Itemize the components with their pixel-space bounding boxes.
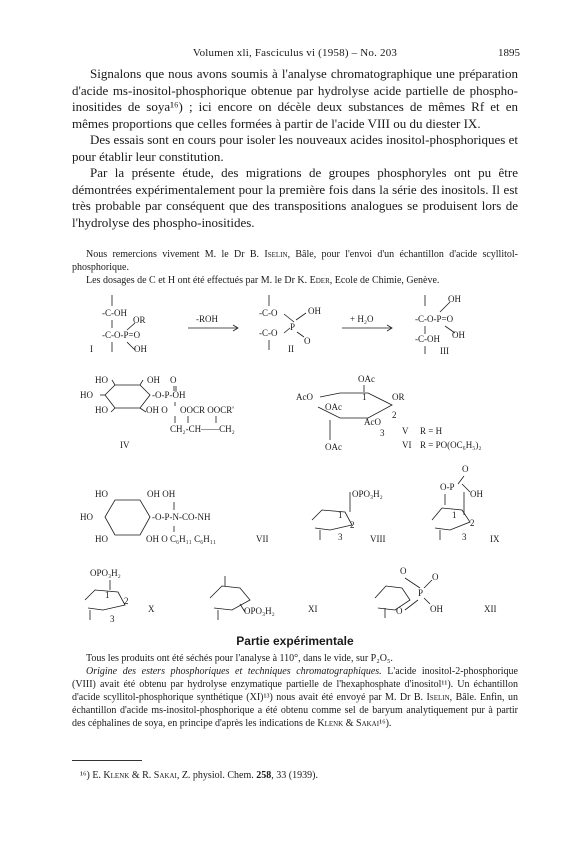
svg-text:O: O xyxy=(170,375,177,385)
label-X: X xyxy=(148,604,155,614)
label-VII: VII xyxy=(256,534,269,544)
footnote-rule xyxy=(72,760,142,761)
svg-text:HO: HO xyxy=(95,405,108,415)
structure-IV xyxy=(80,375,235,450)
def-VI: R = PO(OC₆H₅)₂ xyxy=(420,440,482,450)
svg-text:OH: OH xyxy=(470,489,483,499)
svg-text:1: 1 xyxy=(105,590,110,600)
structure-XII xyxy=(375,566,497,618)
structure-V-VI xyxy=(296,374,482,452)
structure-II xyxy=(259,295,321,354)
svg-text:OR: OR xyxy=(392,392,405,402)
svg-text:OH: OH xyxy=(134,344,147,354)
svg-text:CH₂-CH——CH₂: CH₂-CH——CH₂ xyxy=(170,424,235,434)
section-title: Partie expérimentale xyxy=(236,634,354,648)
label-I: I xyxy=(90,344,93,354)
svg-text:OAc: OAc xyxy=(358,374,375,384)
experimental-paragraph-2: Origine des esters phosphoriques et techniques chromatographiques. L'acide inositol-2-phosphorique (VIII) avait été obtenu par hydrolyse enzymatique partielle de l'hexaphosphate d'inositol¹¹). Un échantillon d'acide scyllitol-phosphorique synthétique (XI)¹³) nous avait été envoyé par M. Dr B. Iselin, Bâle. Enfin, un échantillon d'acide ms-inositol-phosphorique a été obtenu comme sel de baryum analytiquement pur à partir des céphalines de soya, en principe d'après les indications de Klenk & Sakai¹⁶). xyxy=(72,666,518,729)
svg-text:OH O C₆H₁₁ C₆H₁₁: OH O C₆H₁₁ C₆H₁₁ xyxy=(146,534,217,544)
svg-text:P: P xyxy=(418,588,424,598)
label-IV: IV xyxy=(120,440,130,450)
svg-text:HO: HO xyxy=(95,489,108,499)
svg-text:-C-OH: -C-OH xyxy=(102,308,127,318)
experimental-text xyxy=(72,652,518,730)
svg-text:OH OH: OH OH xyxy=(147,489,176,499)
svg-text:3: 3 xyxy=(110,614,115,624)
structure-I xyxy=(90,295,147,354)
def-V: R = H xyxy=(420,426,443,436)
svg-text:O: O xyxy=(462,464,469,474)
label-XI: XI xyxy=(308,604,318,614)
svg-text:3: 3 xyxy=(380,428,385,438)
structure-XI xyxy=(210,576,318,620)
svg-text:-C-O-P=O: -C-O-P=O xyxy=(415,314,454,324)
svg-text:HO: HO xyxy=(95,375,108,385)
footnote: ¹⁶) E. Klenk & R. Sakai, Z. physiol. Chem. 258, 33 (1939). xyxy=(80,770,318,781)
svg-text:3: 3 xyxy=(338,532,343,542)
running-title: Volumen xli, Fasciculus vi (1958) – No. 203 xyxy=(192,47,398,59)
label-XII: XII xyxy=(484,604,497,614)
svg-text:HO: HO xyxy=(95,534,108,544)
acknowledgement-1: Nous remercions vivement M. le Dr B. Iselin, Bâle, pour l'envoi d'un échantillon d'acide scyllitol-phosphorique. xyxy=(72,249,518,273)
label-VI: VI xyxy=(402,440,412,450)
svg-text:OR: OR xyxy=(133,315,146,325)
svg-text:OH: OH xyxy=(430,604,443,614)
svg-text:1: 1 xyxy=(338,510,343,520)
svg-text:AcO: AcO xyxy=(296,392,313,402)
svg-text:AcO: AcO xyxy=(364,417,381,427)
svg-text:OH: OH xyxy=(448,294,461,304)
svg-text:O-P: O-P xyxy=(440,482,455,492)
svg-text:-C-O: -C-O xyxy=(259,328,278,338)
svg-text:O: O xyxy=(304,336,311,346)
acknowledgement-2: Les dosages de C et H ont été effectués par M. le Dr K. Eder, Ecole de Chimie, Genève. xyxy=(86,275,440,286)
label-III: III xyxy=(440,346,449,356)
svg-text:2: 2 xyxy=(470,518,475,528)
svg-text:1: 1 xyxy=(452,510,457,520)
svg-text:OH: OH xyxy=(452,330,465,340)
arrow-2 xyxy=(342,314,392,331)
arrow-1 xyxy=(188,314,238,331)
page-number: 1895 xyxy=(498,47,520,59)
paragraph-1: Signalons que nous avons soumis à l'analyse chromatographique une préparation d'acide ms-inositol-phosphorique obtenue par hydrolyse acide partielle de phospho-inositides de soya¹⁶) ; ici encore on décèle deux substances de mêmes Rf et en mêmes proportions que celles formées à partir de l'acide VIII ou du diester IX. xyxy=(72,66,518,131)
structure-III xyxy=(415,294,465,356)
label-IX: IX xyxy=(490,534,500,544)
svg-text:OPO₃H₂: OPO₃H₂ xyxy=(90,568,121,578)
label-V: V xyxy=(402,426,409,436)
svg-text:2: 2 xyxy=(124,596,129,606)
structure-X xyxy=(85,568,155,624)
svg-text:OH O: OH O xyxy=(146,405,168,415)
structure-VIII xyxy=(312,489,386,544)
label-VIII: VIII xyxy=(370,534,386,544)
svg-text:OOCR OOCR': OOCR OOCR' xyxy=(180,405,234,415)
svg-text:OH: OH xyxy=(308,306,321,316)
svg-text:-C-O-P=O: -C-O-P=O xyxy=(102,330,141,340)
svg-text:-C-O: -C-O xyxy=(259,308,278,318)
svg-text:O: O xyxy=(396,606,403,616)
paragraph-2: Des essais sont en cours pour isoler les nouveaux acides inositol-phosphoriques et pour établir leur constitution. xyxy=(72,132,518,164)
svg-text:P: P xyxy=(290,322,296,332)
svg-text:2: 2 xyxy=(350,520,355,530)
svg-text:-O-P-N-CO-NH: -O-P-N-CO-NH xyxy=(152,512,211,522)
reagent-rohe: -ROH xyxy=(196,314,218,324)
svg-text:2: 2 xyxy=(392,410,397,420)
reagent-h2o: + H₂O xyxy=(350,314,374,324)
experimental-paragraph-1: Tous les produits ont été séchés pour l'analyse à 110°, dans le vide, sur P₂O₅. xyxy=(86,653,393,664)
svg-text:OAc: OAc xyxy=(325,402,342,412)
svg-text:OPO₃H₂: OPO₃H₂ xyxy=(352,489,383,499)
svg-text:1: 1 xyxy=(362,392,367,402)
paragraph-3: Par la présente étude, des migrations de groupes phosphoryles ont pu être démontrées expérimentalement pour la première fois dans la série des inositols. Il est très probable par conséquent que des transpositions analogues se produisent lors de l'hydrolyse des phospho-inositides. xyxy=(72,165,518,230)
svg-text:-C-OH: -C-OH xyxy=(415,334,440,344)
svg-text:OPO₃H₂: OPO₃H₂ xyxy=(244,606,275,616)
structure-IX xyxy=(432,464,500,544)
label-II: II xyxy=(288,344,294,354)
structure-VII xyxy=(80,489,269,544)
svg-text:OAc: OAc xyxy=(325,442,342,452)
svg-text:-O-P-OH: -O-P-OH xyxy=(152,390,186,400)
svg-text:O: O xyxy=(400,566,407,576)
svg-text:HO: HO xyxy=(80,390,93,400)
svg-text:3: 3 xyxy=(462,532,467,542)
svg-text:O: O xyxy=(432,572,439,582)
svg-text:HO: HO xyxy=(80,512,93,522)
svg-text:OH: OH xyxy=(147,375,160,385)
